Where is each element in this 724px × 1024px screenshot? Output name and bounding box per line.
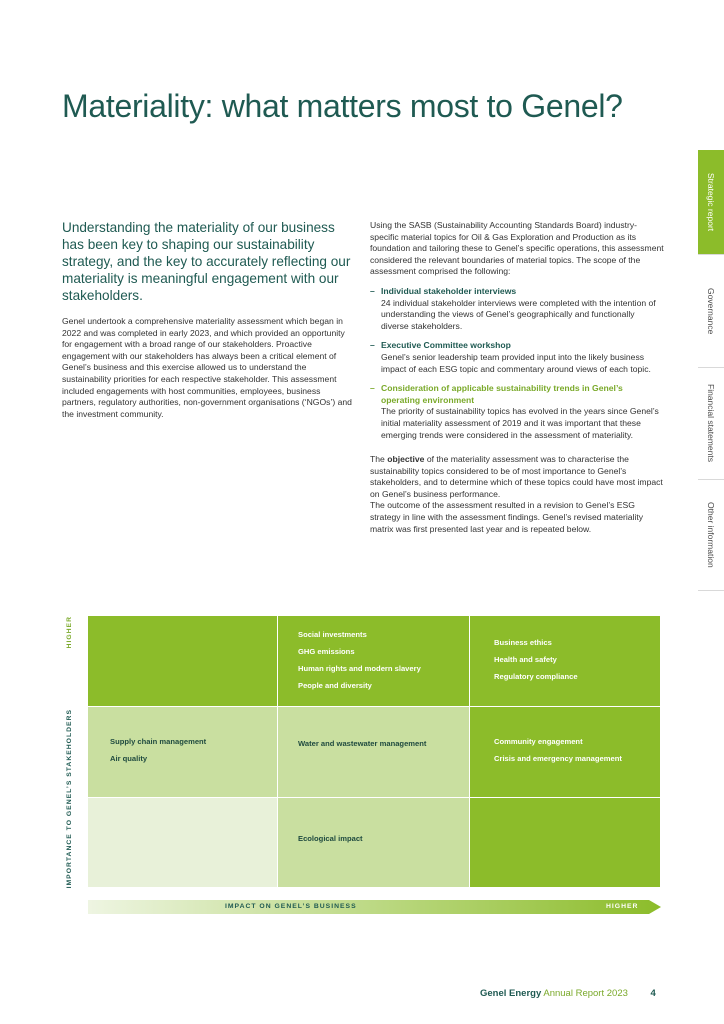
bullet-heading: Individual stakeholder interviews	[381, 285, 517, 296]
matrix-topic: Water and wastewater management	[298, 739, 427, 748]
matrix-cell-r2c1	[88, 707, 278, 798]
bullet-text: 24 individual stakeholder interviews were completed with the intention of understanding the views of Genel’s geographically and functionally diverse stakeholders.	[381, 297, 656, 331]
matrix-topic: Community engagement	[494, 737, 583, 746]
lead-paragraph: Understanding the materiality of our business has been key to shaping our sustainability strategy, and the key to accurately reflecting our materiality is meaningful engagement with our stakeholders.	[62, 220, 351, 303]
bullet-text: The priority of sustainability topics has evolved in the years since Genel’s initial materiality assessment of 2019 and it was important that these emerging trends were considered in the assessment of materiality.	[381, 406, 659, 440]
matrix-cell-r2c2	[278, 707, 470, 798]
y-axis-title: IMPORTANCE TO GENEL’S STAKEHOLDERS	[65, 708, 73, 888]
objective-paragraph: The objective of the materiality assessment was to characterise the sustainability topics considered to be of most importance to Genel’s stakeholders, and to determine which of these topics could have most impact on Genel’s business performance.	[370, 454, 663, 499]
x-axis-high-label: HIGHER	[606, 903, 639, 910]
materiality-matrix	[88, 616, 661, 888]
x-axis	[88, 900, 661, 914]
matrix-topic: Health and safety	[494, 655, 557, 664]
matrix-topic: Business ethics	[494, 638, 552, 647]
matrix-topic: Regulatory compliance	[494, 672, 578, 681]
bullet-heading: Executive Committee workshop	[381, 340, 511, 351]
matrix-cell-r1c2	[278, 616, 470, 707]
matrix-topic: GHG emissions	[298, 647, 355, 656]
bullet-dash: –	[370, 340, 375, 351]
matrix-topic: Air quality	[110, 754, 148, 763]
matrix-cell-r3c3	[470, 798, 661, 888]
page-number: 4	[650, 988, 656, 999]
matrix-cell-r1c3	[470, 616, 661, 707]
intro-body-paragraph: Genel undertook a comprehensive materiality assessment which began in 2022 and was completed in early 2023, and which provided an opportunity for engagement with a broad range of our stakeholders. Proactive engagement with our stakeholders has always been a critical element of Genel’s business and this exercise allowed us to understand the sustainability priorities for each respective stakeholder. This assessment included engagements with host communities, employees, business partners, regulatory authorities, non-government organisations (‘NGOs’) and the investment community.	[62, 316, 352, 419]
footer-report: Annual Report 2023	[543, 988, 628, 999]
matrix-topic: Crisis and emergency management	[494, 754, 622, 763]
matrix-topic: Social investments	[298, 630, 367, 639]
bullet-dash: –	[370, 285, 375, 296]
matrix-cell-r1c1	[88, 616, 278, 707]
page-title: Materiality: what matters most to Genel?	[62, 88, 623, 124]
matrix-cell-r3c1	[88, 798, 278, 888]
matrix-topic: People and diversity	[298, 681, 372, 690]
bullet-stakeholder-interviews	[370, 286, 664, 332]
sasb-paragraph: Using the SASB (Sustainability Accounting Standards Board) industry-specific material topics for Oil & Gas Exploration and Production as its foundation and tailoring these to Genel’s specific operations, this assessment considered the relevant boundaries of material topics. The scope of the assessment comprised the following:	[370, 220, 664, 277]
bullet-executive-workshop	[370, 340, 664, 375]
bullet-text: Genel’s senior leadership team provided input into the likely business impact of each ESG topic and commentary around views of each topic.	[381, 351, 651, 374]
bullet-sustainability-trends	[370, 383, 664, 441]
bullet-heading: Consideration of applicable sustainability trends in Genel’s operating environment	[381, 383, 623, 405]
y-axis-high-label: HIGHER	[65, 616, 73, 649]
y-axis-label	[62, 616, 76, 888]
right-column	[370, 220, 664, 535]
tab-governance[interactable]: Governance	[698, 254, 724, 368]
x-axis-title: IMPACT ON GENEL’S BUSINESS	[225, 903, 357, 910]
matrix-topic: Human rights and modern slavery	[298, 664, 421, 673]
matrix-cell-r3c2	[278, 798, 470, 888]
footer	[480, 988, 656, 999]
tab-strategic-report[interactable]: Strategic report	[698, 150, 724, 254]
tab-financial-statements[interactable]: Financial statements	[698, 367, 724, 480]
matrix-topic: Supply chain management	[110, 737, 207, 746]
tab-other-information[interactable]: Other information	[698, 480, 724, 591]
matrix-cell-r2c3	[470, 707, 661, 798]
matrix-topic: Ecological impact	[298, 834, 363, 843]
outcome-paragraph: The outcome of the assessment resulted in a revision to Genel’s ESG strategy in line with the assessment findings. Genel’s revised materiality matrix was first presented last year and is repeated below.	[370, 500, 644, 534]
x-axis-arrow	[88, 900, 661, 914]
bullet-dash: –	[370, 383, 375, 394]
footer-brand: Genel Energy	[480, 988, 542, 999]
